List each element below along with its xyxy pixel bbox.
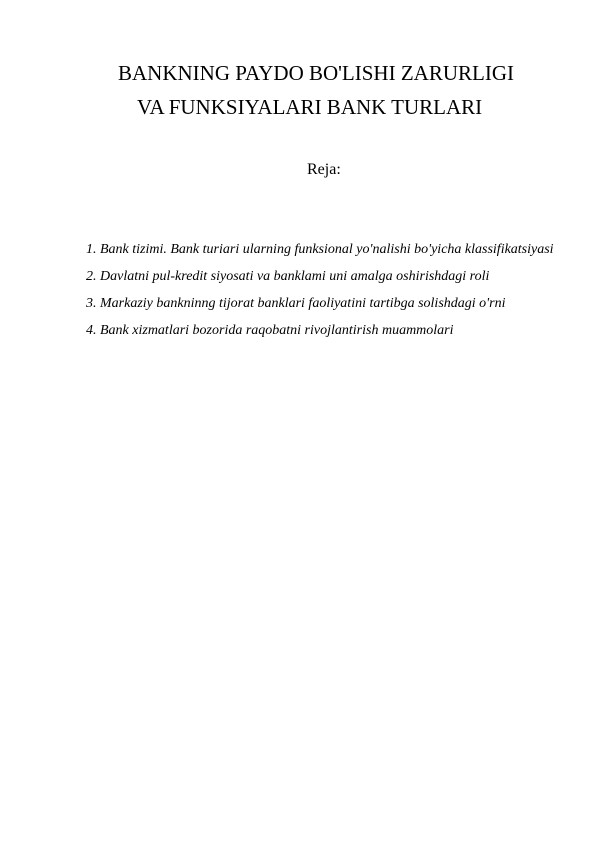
plan-item-1: 1. Bank tizimi. Bank turiari ularning funksional yo'nalishi bo'yicha klassifikatsiyasi xyxy=(86,242,554,257)
plan-item-2: 2. Davlatni pul-kredit siyosati va banklami uni amalga oshirishdagi roli xyxy=(86,269,490,284)
document-title-line-2: VA FUNKSIYALARI BANK TURLARI xyxy=(137,95,483,119)
plan-heading: Reja: xyxy=(307,161,341,178)
plan-list xyxy=(86,236,556,344)
document-title-line-1: BANKNING PAYDO BO'LISHI ZARURLIGI xyxy=(118,61,514,85)
plan-item-3: 3. Markaziy bankninng tijorat banklari faoliyatini tartibga solishdagi o'rni xyxy=(86,296,506,311)
plan-item-4: 4. Bank xizmatlari bozorida raqobatni rivojlantirish muammolari xyxy=(86,323,454,338)
